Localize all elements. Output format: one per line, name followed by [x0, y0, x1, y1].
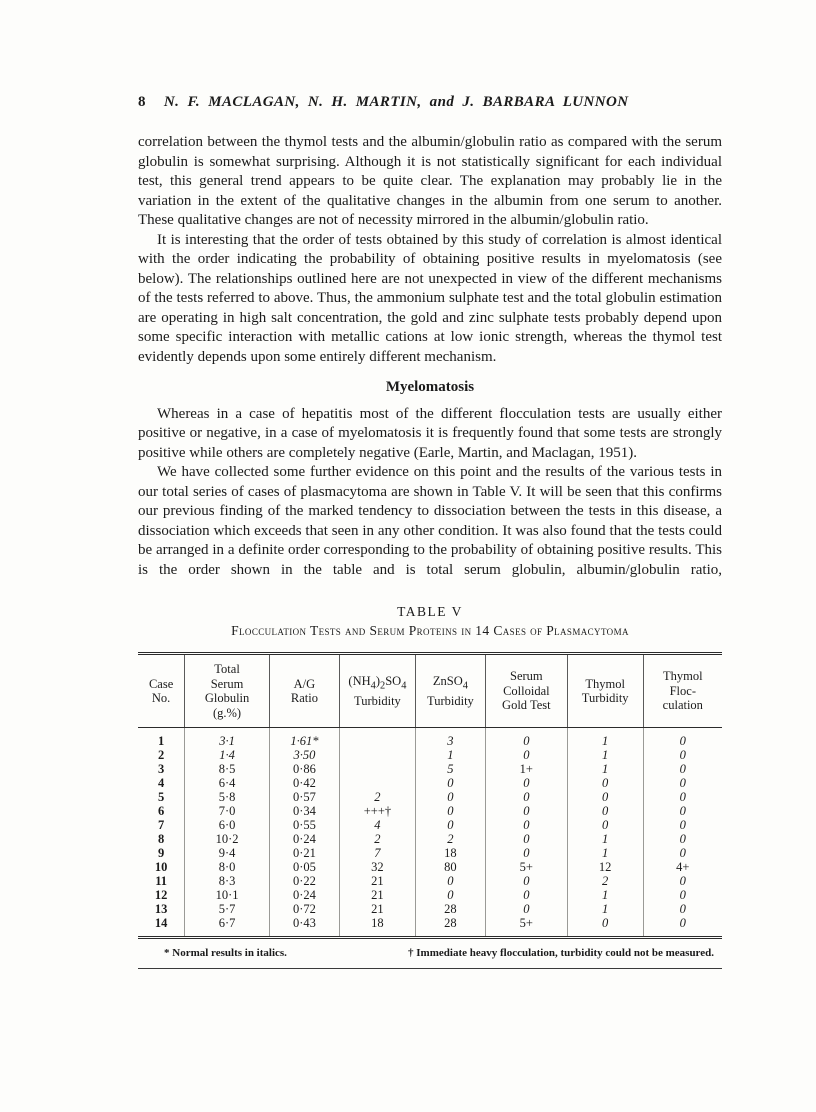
- table-cell: 0: [643, 888, 722, 902]
- page-number: 8: [138, 94, 146, 110]
- table-cell: 0·55: [269, 818, 339, 832]
- table-cell: 9: [157, 846, 165, 860]
- table-cell: 2: [339, 832, 415, 846]
- footnote-asterisk: * Normal results in italics.: [164, 947, 287, 959]
- table-row: [138, 860, 722, 874]
- table-cell: 5+: [485, 916, 567, 938]
- table-cell: 0: [643, 832, 722, 846]
- table-cell: 0: [643, 804, 722, 818]
- table-cell: 6: [157, 804, 165, 818]
- table-row: [138, 888, 722, 902]
- table-cell: 4: [157, 776, 165, 790]
- table-row: [138, 748, 722, 762]
- running-head-authors: N. F. MACLAGAN, N. H. MARTIN, and J. BARBARA LUNNON: [163, 94, 629, 110]
- table-row: [138, 874, 722, 888]
- table-cell: 8·0: [185, 860, 270, 874]
- table-cell: 1: [157, 734, 165, 748]
- table-cell: 0·34: [269, 804, 339, 818]
- table-cell: 0·24: [269, 832, 339, 846]
- table-cell: 7·0: [185, 804, 270, 818]
- table-cell: 5: [415, 762, 485, 776]
- table-row: [138, 776, 722, 790]
- table-cell: 0: [415, 790, 485, 804]
- footnote-dagger: † Immediate heavy flocculation, turbidity could not be measured.: [408, 947, 714, 959]
- table-row: [138, 916, 722, 938]
- table-cell: 21: [339, 874, 415, 888]
- table-cell: 0: [643, 728, 722, 749]
- table-row: [138, 790, 722, 804]
- table-cell: 0: [485, 888, 567, 902]
- table-cell: 3·50: [269, 748, 339, 762]
- table-cell: 0·42: [269, 776, 339, 790]
- table-cell: 0: [643, 902, 722, 916]
- table-cell: 0: [643, 818, 722, 832]
- table-cell: 0: [567, 804, 643, 818]
- table-cell: 10·1: [185, 888, 270, 902]
- table-cell: 3·1: [185, 728, 270, 749]
- table-cell: 1: [567, 748, 643, 762]
- table-cell: 21: [339, 888, 415, 902]
- table-cell: 0: [485, 846, 567, 860]
- table-cell: 0: [643, 762, 722, 776]
- table-cell: 0: [415, 776, 485, 790]
- table-cell: 0·43: [269, 916, 339, 938]
- table-cell: 0·21: [269, 846, 339, 860]
- table-cell: 0: [567, 818, 643, 832]
- table-cell: 7: [339, 846, 415, 860]
- table-cell: 5+: [485, 860, 567, 874]
- table-cell: 28: [415, 916, 485, 938]
- table-cell: 9·4: [185, 846, 270, 860]
- column-header-thymol-flocculation: Thymol Floc- culation: [643, 654, 722, 728]
- table-cell: [339, 762, 415, 776]
- table-cell: 6·4: [185, 776, 270, 790]
- table-cell: 0: [415, 874, 485, 888]
- table-cell: 5·7: [185, 902, 270, 916]
- column-header-total-serum-globulin: Total Serum Globulin (g.%): [185, 654, 270, 728]
- table-cell: 10·2: [185, 832, 270, 846]
- table-cell: 4: [339, 818, 415, 832]
- table-cell: 1+: [485, 762, 567, 776]
- table-cell: 0·86: [269, 762, 339, 776]
- section-heading-myelomatosis: Myelomatosis: [385, 379, 475, 395]
- table-cell: 6·0: [185, 818, 270, 832]
- table-cell: 32: [339, 860, 415, 874]
- running-head: [138, 94, 722, 111]
- table-cell: 12: [567, 860, 643, 874]
- table-cell: 1: [567, 902, 643, 916]
- table-cell: 2: [415, 832, 485, 846]
- table-cell: 7: [157, 818, 165, 832]
- table-cell: 0: [567, 790, 643, 804]
- table-cell: 0: [415, 818, 485, 832]
- table-cell: 0: [415, 888, 485, 902]
- table-cell: 8·3: [185, 874, 270, 888]
- table-cell: 0: [643, 776, 722, 790]
- table-cell: 11: [155, 874, 168, 888]
- table-cell: 2: [339, 790, 415, 804]
- table-header-row: [138, 654, 722, 728]
- table-cell: 0·22: [269, 874, 339, 888]
- table-cell: 4+: [643, 860, 722, 874]
- column-header-ag-ratio: A/G Ratio: [269, 654, 339, 728]
- table-cell: [339, 776, 415, 790]
- table-cell: 3: [415, 728, 485, 749]
- paragraph-4: We have collected some further evidence on this point and the results of the various tests in our total series of cases of plasmacytoma are shown in Table V. It will be seen that this confirms our previous finding of the marked tendency to dissociation between the tests in this disease, a dissociation which exceeds that seen in any other condition. It was also found that the tests could be arranged in a definite order corresponding to the probability of obtaining positive results. This is the order shown in the table and is total serum globulin, albumin/globulin ratio,: [138, 464, 722, 578]
- table-cell: 1: [567, 888, 643, 902]
- table-row: [138, 846, 722, 860]
- table-cell: 8·5: [185, 762, 270, 776]
- body-text: [138, 133, 722, 580]
- table-cell: 5·8: [185, 790, 270, 804]
- table-cell: 0·57: [269, 790, 339, 804]
- table-cell: 10: [154, 860, 168, 874]
- table-row: [138, 832, 722, 846]
- table-cell: 1·4: [185, 748, 270, 762]
- paragraph-2: It is interesting that the order of tests obtained by this study of correlation is almost identical with the order indicating the probability of obtaining positive results in myelomatosis (see below). The relationships outlined here are not unexpected in view of the different mechanisms of the tests referred to above. Thus, the ammonium sulphate test and the total globulin estimation are operating in high salt concentration, the gold and zinc sulphate tests probably depend upon some specific interaction with metallic cations at low ionic strength, whereas the thymol test evidently depends upon some entirely different mechanism.: [138, 231, 722, 365]
- table-row: [138, 902, 722, 916]
- table-cell: 1·61*: [269, 728, 339, 749]
- table-cell: 18: [415, 846, 485, 860]
- table-cell: 0: [643, 874, 722, 888]
- table-cell: 6·7: [185, 916, 270, 938]
- table-cell: 0·72: [269, 902, 339, 916]
- table-cell: 0: [485, 776, 567, 790]
- table-cell: 12: [154, 888, 168, 902]
- table-cell: 0: [643, 748, 722, 762]
- table-cell: +++†: [339, 804, 415, 818]
- table-cell: 1: [567, 832, 643, 846]
- table-cell: 0: [415, 804, 485, 818]
- table-cell: 0: [485, 728, 567, 749]
- column-header-thymol-turbidity: Thymol Turbidity: [567, 654, 643, 728]
- table-row: [138, 728, 722, 749]
- table-row: [138, 804, 722, 818]
- table-cell: 0: [643, 790, 722, 804]
- column-header-zinc-sulphate-turbidity: ZnSO$_4$ Turbidity: [415, 654, 485, 728]
- table-cell: 1: [567, 728, 643, 749]
- table-section: [138, 604, 722, 969]
- table-cell: 5: [157, 790, 165, 804]
- table-cell: 1: [415, 748, 485, 762]
- column-header-ammonium-sulphate-turbidity: $(NH_4)_2SO_4$ Turbidity: [339, 654, 415, 728]
- results-table: [138, 652, 722, 939]
- table-cell: 2: [567, 874, 643, 888]
- table-cell: 0: [643, 846, 722, 860]
- table-cell: 8: [157, 832, 165, 846]
- table-cell: 80: [415, 860, 485, 874]
- table-subtitle: Flocculation Tests and Serum Proteins in 14 Cases of Plasmacytoma: [231, 623, 629, 638]
- table-cell: 0: [485, 804, 567, 818]
- table-cell: 0: [485, 790, 567, 804]
- table-cell: 0·05: [269, 860, 339, 874]
- table-cell: 0: [643, 916, 722, 938]
- table-cell: 1: [567, 762, 643, 776]
- table-cell: 28: [415, 902, 485, 916]
- table-cell: 14: [154, 916, 168, 930]
- table-cell: 1: [567, 846, 643, 860]
- column-header-case-no: Case No.: [138, 654, 185, 728]
- table-cell: 0: [567, 916, 643, 938]
- table-cell: 13: [154, 902, 168, 916]
- table-body: [138, 728, 722, 938]
- table-cell: 21: [339, 902, 415, 916]
- column-header-serum-colloidal-gold-test: Serum Colloidal Gold Test: [485, 654, 567, 728]
- table-row: [138, 818, 722, 832]
- paragraph-3: Whereas in a case of hepatitis most of the different flocculation tests are usually either positive or negative, in a case of myelomatosis it is frequently found that some tests are strongly positive while others are completely negative (Earle, Martin, and Maclagan, 1951).: [138, 405, 722, 461]
- table-cell: 18: [339, 916, 415, 938]
- table-cell: 0: [485, 874, 567, 888]
- table-cell: 0·24: [269, 888, 339, 902]
- table-cell: 0: [485, 832, 567, 846]
- paragraph-1: correlation between the thymol tests and the albumin/globulin ratio as compared with the serum globulin is somewhat surprising. Although it is not statistically significant for each individual test, this general trend appears to be quite clear. The explanation may probably lie in the variation in the extent of the qualitative changes in the albumin from one serum to another. These qualitative changes are not of necessity mirrored in the albumin/globulin ratio.: [138, 134, 722, 228]
- table-cell: 0: [485, 748, 567, 762]
- table-footnotes: [138, 939, 722, 969]
- table-cell: [339, 748, 415, 762]
- page-content: [138, 94, 722, 969]
- table-cell: 0: [567, 776, 643, 790]
- table-title: TABLE V: [397, 604, 463, 619]
- table-cell: 3: [157, 762, 165, 776]
- table-cell: [339, 728, 415, 749]
- table-row: [138, 762, 722, 776]
- table-cell: 0: [485, 818, 567, 832]
- table-cell: 2: [157, 748, 165, 762]
- table-cell: 0: [485, 902, 567, 916]
